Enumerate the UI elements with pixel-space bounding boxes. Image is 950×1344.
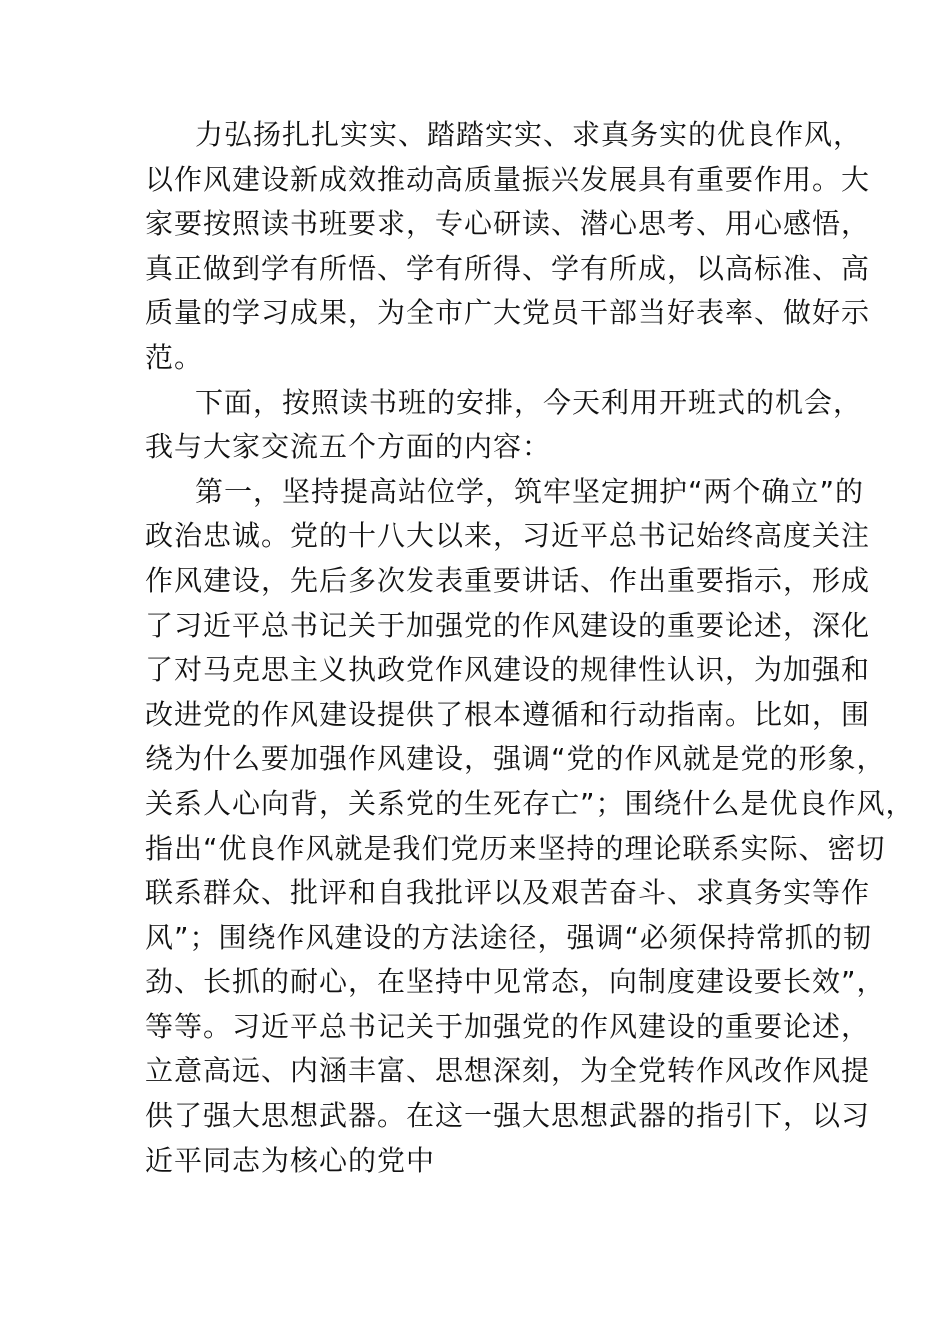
text-line: 力弘扬扎扎实实、踏踏实实、求真务实的优良作风， [195,118,863,151]
text-line: 政治忠诚。党的十八大以来，习近平总书记始终高度关注 [145,519,871,553]
text-line: 立意高远、内涵丰富、思想深刻，为全党转作风改作风提 [145,1054,871,1088]
text-line: 以作风建设新成效推动高质量振兴发展具有重要作用。大 [145,162,871,196]
text-line: 范。 [145,340,204,374]
text-line: 下面，按照读书班的安排，今天利用开班式的机会， [195,385,863,419]
text-line: 等等。习近平总书记关于加强党的作风建设的重要论述， [145,1009,871,1043]
text-line: 家要按照读书班要求，专心研读、潜心思考、用心感悟， [145,207,871,241]
text-line: 指出“优良作风就是我们党历来坚持的理论联系实际、密切 [145,831,886,865]
text-line: 作风建设，先后多次发表重要讲话、作出重要指示，形成 [145,563,871,597]
text-line: 了对马克思主义执政党作风建设的规律性认识，为加强和 [145,653,871,687]
text-line: 近平同志为核心的党中 [145,1143,436,1177]
text-line: 真正做到学有所悟、学有所得、学有所成，以高标准、高 [145,251,871,285]
text-line: 改进党的作风建设提供了根本遵循和行动指南。比如，围 [145,697,871,731]
text-line: 我与大家交流五个方面的内容： [145,430,552,464]
text-line: 了习近平总书记关于加强党的作风建设的重要论述，深化 [145,608,871,642]
text-line: 质量的学习成果，为全市广大党员干部当好表率、做好示 [145,296,871,330]
text-line: 第一，坚持提高站位学，筑牢坚定拥护“两个确立”的 [195,474,865,508]
text-line: 风”；围绕作风建设的方法途径，强调“必须保持常抓的韧 [145,920,873,954]
text-line: 联系群众、批评和自我批评以及艰苦奋斗、求真务实等作 [145,876,871,910]
body-text [145,113,915,1183]
text-line: 劲、长抓的耐心，在坚持中见常态，向制度建设要长效”， [145,965,886,999]
text-line: 绕为什么要加强作风建设，强调“党的作风就是党的形象， [145,742,886,776]
text-line: 供了强大思想武器。在这一强大思想武器的指引下，以习 [145,1099,871,1133]
text-line: 关系人心向背，关系党的生死存亡”；围绕什么是优良作风， [145,786,915,820]
